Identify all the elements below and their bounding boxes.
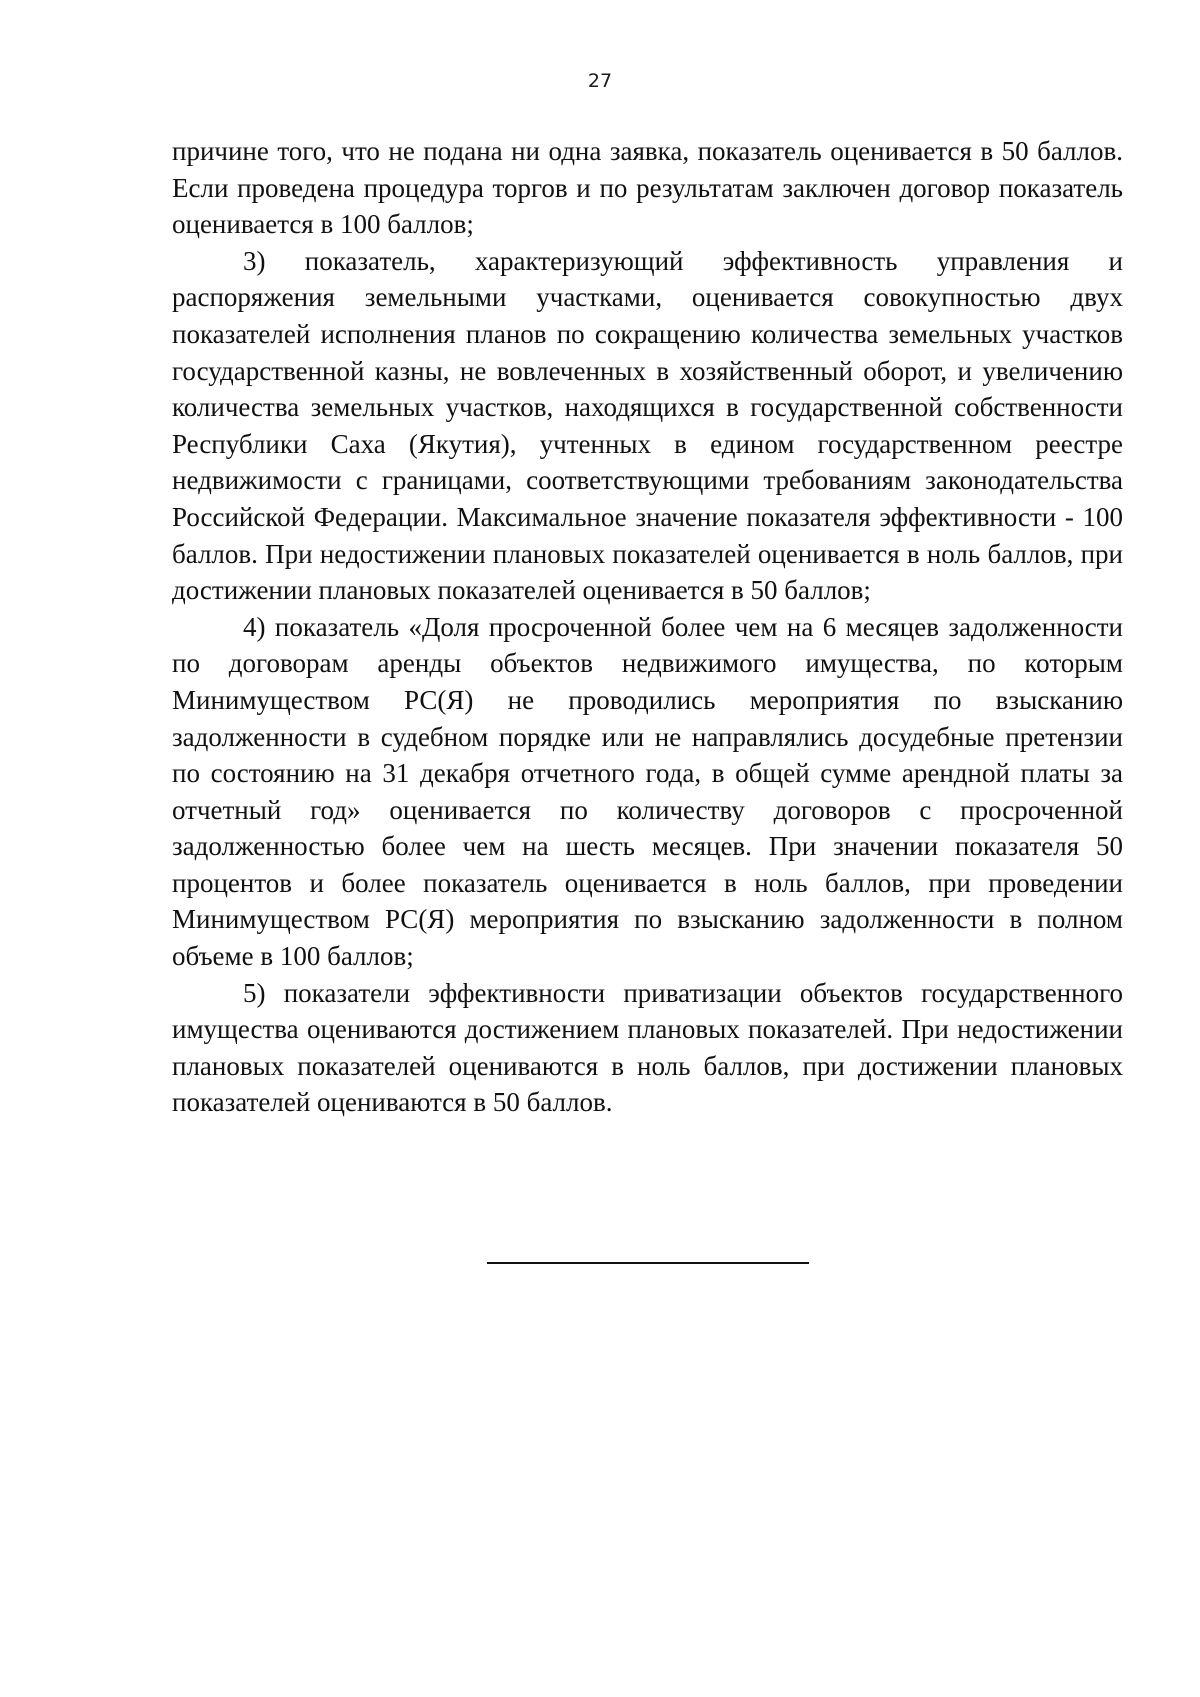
end-of-document-rule (487, 1262, 809, 1264)
paragraph-item-5: 5) показатели эффективности приватизации объектов государственного имущества оцениваются достижением плановых показателей. При недостижении плановых показателей оцениваются в ноль баллов, при достижении плановых показателей оцениваются в 50 баллов. (172, 977, 1123, 1118)
paragraph-item-4: 4) показатель «Доля просроченной более чем на 6 месяцев задолженности по договорам аренды объектов недвижимого имущества, по которым Минимуществом РС(Я) не проводились мероприятия по взысканию задолженности в судебном порядке или не направлялись досудебные претензии по состоянию на 31 декабря отчетного года, в общей сумме арендной платы за отчетный год» оценивается по количеству договоров с просроченной задолженностью более чем на шесть месяцев. При значении показателя 50 процентов и более показатель оценивается в ноль баллов, при проведении Минимуществом РС(Я) мероприятия по взысканию задолженности в полном объеме в 100 баллов; (172, 611, 1123, 972)
document-body (172, 133, 1123, 1121)
page-number: 27 (587, 70, 613, 92)
paragraph-continuation: причине того, что не подана ни одна заявка, показатель оценивается в 50 баллов. Если проведена процедура торгов и по результатам заключен договор показатель оценивается в 100 баллов; (172, 136, 1123, 240)
paragraph-item-3: 3) показатель, характеризующий эффективность управления и распоряжения земельными участками, оценивается совокупностью двух показателей исполнения планов по сокращению количества земельных участков государственной казны, не вовлеченных в хозяйственный оборот, и увеличению количества земельных участков, находящихся в государственной собственности Республики Саха (Якутия), учтенных в едином государственном реестре недвижимости с границами, соответствующими требованиям законодательства Российской Федерации. Максимальное значение показателя эффективности - 100 баллов. При недостижении плановых показателей оценивается в ноль баллов, при достижении плановых показателей оценивается в 50 баллов; (172, 245, 1123, 606)
